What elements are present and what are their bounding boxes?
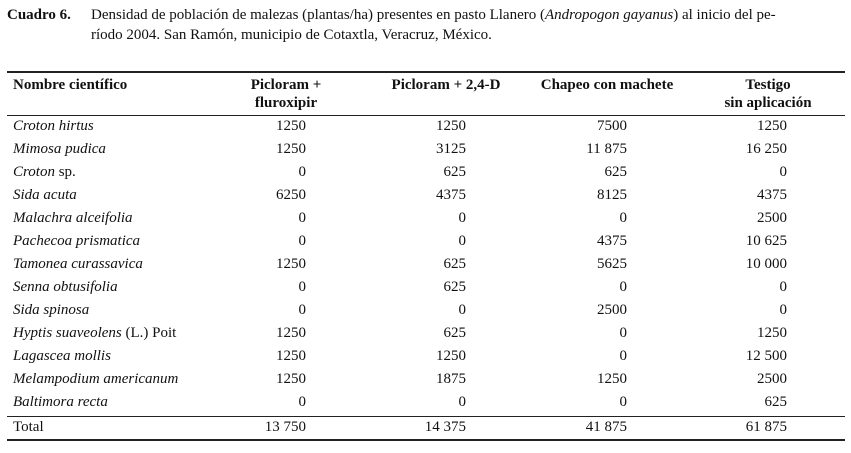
density-col3: 7500 <box>597 118 627 134</box>
species-name <box>13 207 133 230</box>
header-testigo <box>710 76 826 112</box>
density-col3: 0 <box>619 210 627 226</box>
density-col1: 0 <box>298 164 306 180</box>
density-col1: 0 <box>298 302 306 318</box>
species-italic: Melampodium americanum <box>13 371 179 387</box>
density-col3: 4375 <box>597 233 627 249</box>
density-col1: 0 <box>298 279 306 295</box>
total-col4: 61 875 <box>745 419 787 435</box>
density-col2: 0 <box>458 394 466 410</box>
density-col1: 0 <box>298 233 306 249</box>
density-col2: 625 <box>443 164 466 180</box>
species-name <box>13 161 76 184</box>
density-col3: 1250 <box>597 371 627 387</box>
density-col4: 1250 <box>757 118 787 134</box>
table-row <box>0 138 851 161</box>
species-italic: Hyptis suaveolens <box>13 325 122 341</box>
total-row <box>0 416 851 439</box>
caption-line-2: ríodo 2004. San Ramón, municipio de Cotaxtla, Veracruz, México. <box>91 27 492 43</box>
table-row <box>0 322 851 345</box>
header-col4-line1: Testigo <box>745 77 791 93</box>
density-col4: 2500 <box>757 371 787 387</box>
species-name <box>13 299 89 322</box>
density-col3: 0 <box>619 348 627 364</box>
species-name <box>13 368 178 391</box>
density-col1: 1250 <box>276 325 306 341</box>
caption-text-b: ) al inicio del pe- <box>673 7 776 23</box>
density-col4: 10 000 <box>745 256 787 272</box>
species-italic: Malachra alceifolia <box>13 210 133 226</box>
table-bottom-rule <box>7 439 845 441</box>
header-picloram-fluroxipir <box>230 76 342 112</box>
header-chapeo: Chapeo con machete <box>540 77 674 93</box>
density-col1: 1250 <box>276 141 306 157</box>
density-col3: 11 875 <box>586 141 627 157</box>
density-col4: 2500 <box>757 210 787 226</box>
caption-line-1 <box>91 5 776 25</box>
density-col4: 10 625 <box>745 233 787 249</box>
header-col1-line1: Picloram + <box>250 77 322 93</box>
density-col2: 625 <box>443 279 466 295</box>
species-authority: (L.) Poit <box>121 325 177 341</box>
density-col4: 0 <box>779 164 787 180</box>
density-col4: 1250 <box>757 325 787 341</box>
caption-label: Cuadro 6. <box>7 7 71 23</box>
species-name <box>13 345 111 368</box>
density-col3: 8125 <box>597 187 627 203</box>
density-col2: 625 <box>443 256 466 272</box>
table-row <box>0 115 851 138</box>
species-name <box>13 276 118 299</box>
species-italic: Sida spinosa <box>13 302 90 318</box>
density-col1: 0 <box>298 394 306 410</box>
density-col4: 12 500 <box>745 348 787 364</box>
table-row <box>0 368 851 391</box>
density-col2: 1250 <box>436 118 466 134</box>
density-col1: 0 <box>298 210 306 226</box>
density-col4: 0 <box>779 302 787 318</box>
total-col2: 14 375 <box>424 419 466 435</box>
density-col1: 1250 <box>276 118 306 134</box>
total-label: Total <box>13 419 44 435</box>
density-col3: 0 <box>619 279 627 295</box>
table-row <box>0 207 851 230</box>
caption-species: Andropogon gayanus <box>545 7 674 23</box>
header-scientific-name: Nombre científico <box>13 77 128 93</box>
density-col1: 1250 <box>276 348 306 364</box>
table-row <box>0 391 851 414</box>
species-italic: Sida acuta <box>13 187 77 203</box>
species-name <box>13 184 77 207</box>
species-italic: Pachecoa prismatica <box>13 233 141 249</box>
table-row <box>0 276 851 299</box>
density-col2: 0 <box>458 210 466 226</box>
density-col4: 625 <box>764 394 787 410</box>
header-picloram-24d: Picloram + 2,4-D <box>391 77 501 93</box>
density-col2: 0 <box>458 233 466 249</box>
species-italic: Tamonea curassavica <box>13 256 143 272</box>
species-name <box>13 230 140 253</box>
species-italic: Baltimora recta <box>13 394 108 410</box>
table-row <box>0 230 851 253</box>
table-row <box>0 345 851 368</box>
species-italic: Mimosa pudica <box>13 141 106 157</box>
table-row <box>0 161 851 184</box>
species-name <box>13 391 108 414</box>
species-name <box>13 115 94 138</box>
density-col3: 625 <box>604 164 627 180</box>
table-row <box>0 253 851 276</box>
density-col3: 5625 <box>597 256 627 272</box>
species-italic: Croton <box>13 164 55 180</box>
density-col1: 1250 <box>276 371 306 387</box>
density-col4: 0 <box>779 279 787 295</box>
density-col4: 16 250 <box>745 141 787 157</box>
species-name <box>13 253 143 276</box>
species-name <box>13 322 176 345</box>
species-italic: Senna obtusifolia <box>13 279 118 295</box>
density-col2: 4375 <box>436 187 466 203</box>
table-row <box>0 299 851 322</box>
density-col2: 1875 <box>436 371 466 387</box>
species-italic: Croton hirtus <box>13 118 94 134</box>
table-row <box>0 184 851 207</box>
density-col2: 0 <box>458 302 466 318</box>
density-col1: 6250 <box>276 187 306 203</box>
density-col2: 3125 <box>436 141 466 157</box>
density-col3: 0 <box>619 394 627 410</box>
table-top-rule <box>7 71 845 73</box>
density-col3: 2500 <box>597 302 627 318</box>
total-col1: 13 750 <box>264 419 306 435</box>
header-col1-line2: fluroxipir <box>254 95 318 111</box>
species-authority: sp. <box>54 164 76 180</box>
species-name <box>13 138 106 161</box>
density-col3: 0 <box>619 325 627 341</box>
caption-text-a: Densidad de población de malezas (plantas/ha) presentes en pasto Llanero ( <box>91 7 545 23</box>
total-col3: 41 875 <box>585 419 627 435</box>
density-col4: 4375 <box>757 187 787 203</box>
density-col2: 1250 <box>436 348 466 364</box>
density-col1: 1250 <box>276 256 306 272</box>
header-col4-line2: sin aplicación <box>724 95 812 111</box>
species-italic: Lagascea mollis <box>13 348 111 364</box>
density-col2: 625 <box>443 325 466 341</box>
